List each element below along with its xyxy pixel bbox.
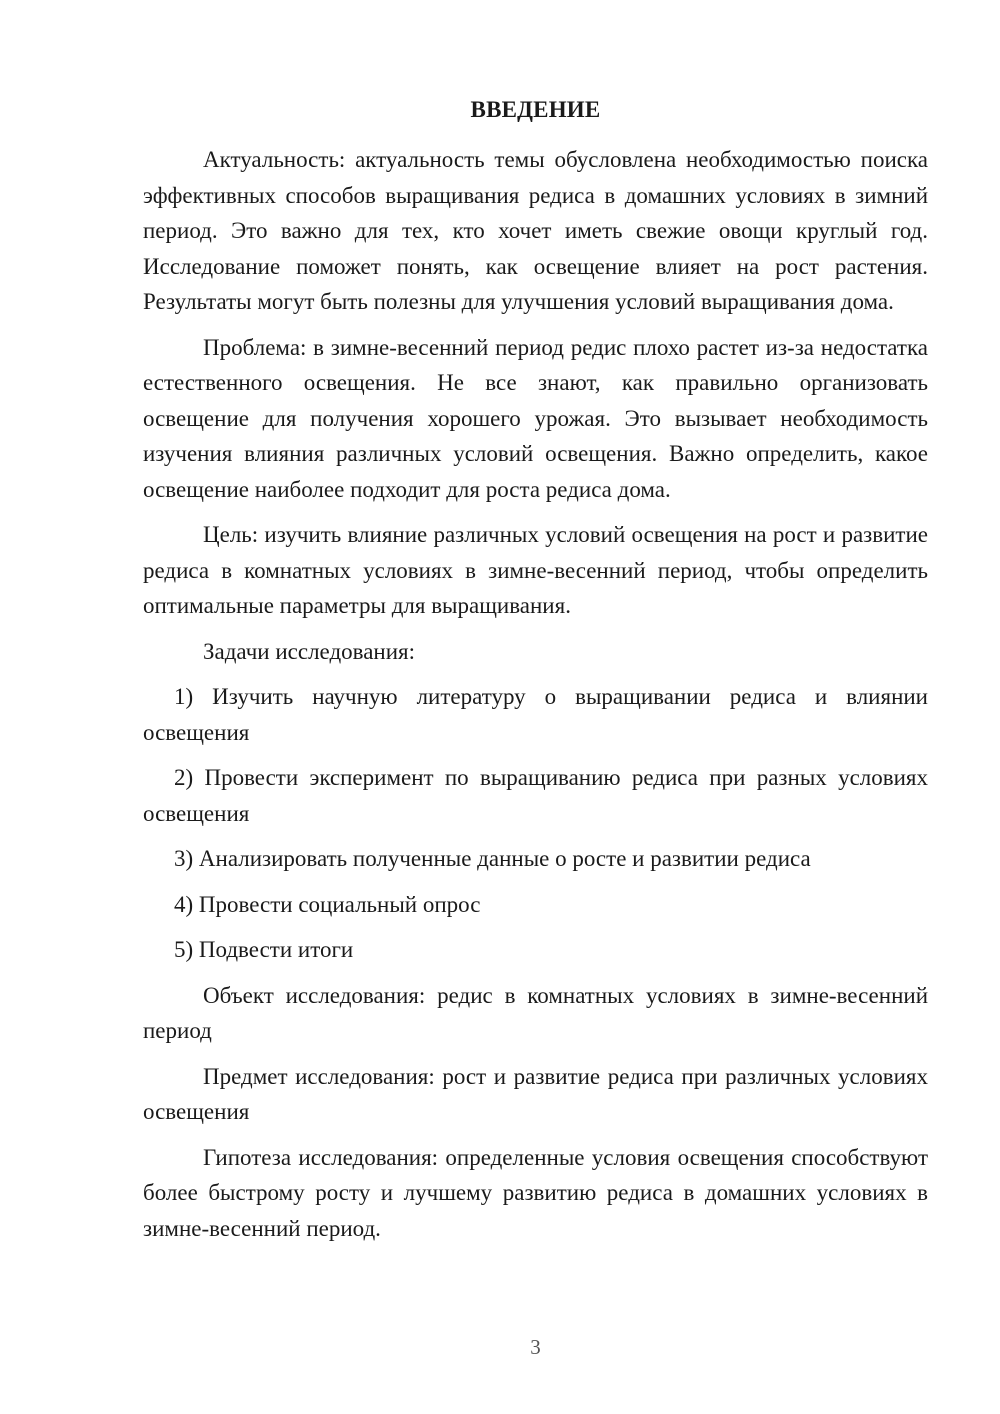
task-item-3: 3) Анализировать полученные данные о росте и развитии редиса [174, 846, 811, 871]
paragraph-relevance: Актуальность: актуальность темы обусловлена необходимостью поиска эффективных способов выращивания редиса в домашних условиях в зимний период. Это важно для тех, кто хочет иметь свежие овощи круглый год. Исследование поможет понять, как освещение влияет на рост растения. Результаты могут быть полезны для улучшения условий выращивания дома. [143, 147, 928, 314]
task-item-2: 2) Провести эксперимент по выращиванию редиса при разных условиях освещения [143, 765, 928, 826]
task-item-1: 1) Изучить научную литературу о выращивании редиса и влиянии освещения [143, 684, 928, 745]
paragraph-subject: Предмет исследования: рост и развитие редиса при различных условиях освещения [143, 1063, 928, 1124]
page-number: 3 [530, 1335, 541, 1359]
tasks-heading: Задачи исследования: [203, 638, 416, 664]
paragraph-problem: Проблема: в зимне-весенний период редис плохо растет из-за недостатка естественного освещения. Не все знают, как правильно организовать освещение для получения хорошего урожая. Это вызывает необходимость изучения влияния различных условий освещения. Важно определить, какое освещение наиболее подходит для роста редиса дома. [143, 334, 928, 502]
paragraph-hypothesis: Гипотеза исследования: определенные условия освещения способствуют более быстрому росту и лучшему развитию редиса в домашних условиях в зимне-весенний период. [143, 1144, 928, 1241]
task-item-5: 5) Подвести итоги [174, 937, 354, 962]
body-text [143, 142, 928, 1256]
page-title: ВВЕДЕНИЕ [470, 97, 601, 122]
paragraph-object: Объект исследования: редис в комнатных условиях в зимне-весенний период [143, 982, 928, 1043]
task-item-4: 4) Провести социальный опрос [174, 891, 481, 917]
paragraph-goal: Цель: изучить влияние различных условий освещения на рост и развитие редиса в комнатных условиях в зимне-весенний период, чтобы определить оптимальные параметры для выращивания. [143, 522, 928, 618]
